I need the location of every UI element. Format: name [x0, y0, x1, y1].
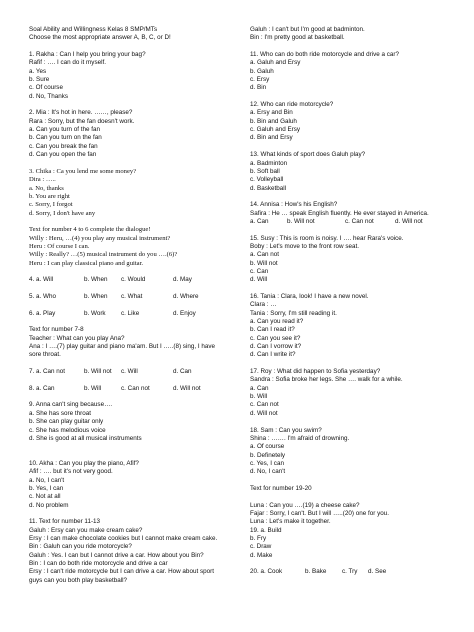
option: a. No, I can't [29, 476, 65, 484]
text-line: guys can you both play basketball? [29, 576, 128, 584]
option: d. She is good at all musical instruments [29, 434, 142, 442]
option: d. Will not [173, 384, 201, 392]
answer-row-7 [29, 368, 234, 376]
option: c. Ersy [250, 76, 270, 84]
option: a. Can you read it? [250, 318, 304, 326]
text-line: Bin : I'm pretty good at basketball. [250, 34, 345, 42]
question-line: Rafif : …. I can do it myself. [29, 59, 106, 67]
question-1 [29, 51, 234, 101]
text-line: Teacher : What can you play Ana? [29, 334, 125, 342]
text-11-13 [29, 518, 234, 585]
question-16 [250, 293, 458, 360]
question-3 [29, 168, 234, 218]
text-line: Luna : Let's make it together. [250, 518, 331, 526]
option: b. Will not [84, 368, 112, 376]
option: d. See [368, 568, 387, 576]
option: b. Soft ball [250, 167, 280, 175]
option: a. Galuh and Ersy [250, 59, 301, 67]
left-column [29, 26, 234, 585]
option: a. Of course [250, 443, 285, 451]
right-column [250, 26, 458, 577]
text-line: Galuh : Yes. I can but I cannot drive a car. How about you Bin? [29, 551, 204, 559]
option: d. Can I write it? [250, 351, 296, 359]
option: d. Sorry, I don't have any [29, 209, 96, 217]
option: a. Can [250, 384, 269, 392]
option: c. Would [121, 276, 146, 284]
option: a. Can not [250, 251, 280, 259]
option: d. No, I can't [250, 468, 286, 476]
option: c. Volleyball [250, 176, 284, 184]
option: c. Not at all [29, 493, 61, 501]
option: b. You are right [29, 192, 70, 200]
option: a. Badminton [250, 159, 288, 167]
option: d. Enjoy [173, 309, 196, 317]
text-line: Ersy : I can't ride motorcycle but I can drive a car. How about sport [29, 568, 214, 576]
question-line: Dira : ….. [29, 176, 56, 184]
option: d. Can I vorrow it? [250, 343, 302, 351]
text-line: Willy : Really? …(5) musical instrument do you ….(6)? [29, 251, 178, 259]
question-line: Sandra : Sofia broke her legs. She …. walk for a while. [250, 376, 403, 384]
option: d. Can [173, 368, 192, 376]
option: b. Definetely [250, 451, 286, 459]
option: d. Basketball [250, 184, 287, 192]
option: b. Yes, I can [29, 484, 64, 492]
question-13 [250, 151, 458, 193]
text-line: Galuh : I can't but I'm good at badminton. [250, 26, 365, 33]
question-15 [250, 235, 458, 285]
answer-row-4 [29, 276, 234, 284]
question-18 [250, 427, 458, 477]
text-line: Heru : Of course I can. [29, 242, 90, 250]
option: c. She has melodious voice [29, 426, 106, 434]
question-12 [250, 101, 458, 143]
answer-row-14 [250, 218, 458, 226]
question-line: 18. Sam : Can you swim? [250, 426, 322, 434]
option: c. Can not [345, 217, 374, 225]
question-line: Shina : ……. I'm afraid of drowning. [250, 434, 350, 442]
answer-row-5 [29, 293, 234, 301]
question-line: Clara : … [250, 301, 277, 309]
dialogue-19-20 [250, 502, 458, 527]
option: a. Yes [29, 67, 47, 75]
text-line: 11. Text for number 11-13 [29, 518, 101, 526]
option: b. Can you turn on the fan [29, 134, 102, 142]
question-line: Rara : Sorry, but the fan doesn't work. [29, 117, 135, 125]
question-line: 12. Who can ride motorcycle? [250, 101, 334, 109]
option: d. Will not [250, 409, 278, 417]
option: c. Can not [250, 401, 279, 409]
option: b. Will not [250, 259, 278, 267]
text-line: Heru : I can play classical piano and guitar. [29, 259, 144, 267]
question-line: 13. What kinds of sport does Galuh play? [250, 151, 366, 159]
option: b. Galuh [250, 67, 274, 75]
option: b. She can play guitar only [29, 418, 104, 426]
question-2 [29, 109, 234, 159]
option: 5. a. Who [29, 293, 56, 300]
option: b. Bake [305, 568, 327, 576]
option: d. Where [173, 293, 199, 300]
question-line: 16. Tania : Clara, look! I have a new novel. [250, 293, 369, 300]
option: b. Will not [287, 217, 315, 225]
option: b. Bin and Galuh [250, 117, 297, 125]
option: d. Can you open the fan [29, 151, 97, 159]
option: d. Will not [395, 217, 423, 225]
option: c. Draw [250, 543, 272, 551]
question-line: Safira : He … speak English fluently. He ever stayed in America. [250, 209, 429, 217]
option: 6. a. Play [29, 309, 56, 317]
option: d. Bin [250, 84, 267, 92]
option: b. Will [250, 393, 268, 401]
question-line: Boby : Let's move to the front row seat. [250, 242, 360, 250]
option: c. Try [342, 568, 358, 576]
question-line: 17. Roy : What did happen to Sofia yesterday? [250, 368, 381, 376]
answer-row-20 [250, 568, 458, 576]
option: b. Work [84, 309, 106, 317]
text-line: Fajar : Sorry, I can't. But I will …..(20) one for you. [250, 509, 389, 517]
text-line: Ersy : I can make chocolate cookies but I cannot make cream cake. [29, 534, 218, 542]
option: b. Can I read it? [250, 326, 295, 334]
text-7-8 [29, 326, 234, 359]
text-line: Willy : Heru, …(4) you play any musical instrument? [29, 234, 171, 242]
question-line: 3. Chika : Ca you lend me some money? [29, 167, 137, 175]
option: c. What [121, 293, 143, 300]
option: a. She has sore throat [29, 409, 91, 417]
question-line: Tania : Sorry, I'm still reading it. [250, 309, 337, 317]
question-17 [250, 368, 458, 418]
text-19-20-heading: Text for number 19-20 [250, 484, 312, 492]
text-line: Galuh : Ersy can you make cream cake? [29, 526, 143, 534]
option: b. Sure [29, 76, 50, 84]
text-line: Luna : Can you ….(19) a cheese cake? [250, 501, 360, 509]
option: c. Can [250, 267, 269, 275]
text-line: Bin : I can do both ride motorcycle and drive a car [29, 560, 168, 567]
text-line: sore throat. [29, 351, 61, 359]
answer-row-6 [29, 310, 234, 318]
question-line: 10. Akha : Can you play the piano, Afif? [29, 459, 139, 467]
text-line: Text for number 7-8 [29, 326, 84, 334]
option: b. When [84, 276, 108, 284]
option: 20. a. Cook [250, 568, 283, 576]
option: d. Make [250, 551, 273, 559]
question-line: 9. Anna can't sing because…. [29, 401, 113, 409]
text-line: Bin : Galuh can you ride motorcycle? [29, 543, 132, 551]
question-9 [29, 401, 234, 443]
option: c. Can you break the fan [29, 142, 98, 150]
option: 19. a. Build [250, 526, 282, 534]
option: a. Can you turn of the fan [29, 126, 101, 134]
option: b. When [84, 293, 108, 300]
worksheet-title: Soal Ability and Willingness Kelas 8 SMP/MTs [29, 26, 158, 33]
option: 4. a. Will [29, 276, 54, 284]
option: c. Galuh and Ersy [250, 126, 301, 134]
option: c. Sorry, I forgot [29, 201, 73, 209]
option: d. May [173, 276, 192, 284]
question-10 [29, 460, 234, 510]
option: 8. a. Can [29, 384, 55, 392]
question-11 [250, 51, 458, 93]
question-line: 11. Who can do both ride motorcycle and drive a car? [250, 51, 399, 59]
option: d. Will [250, 276, 268, 284]
question-line: 1. Rakha : Can I help you bring your bag? [29, 51, 146, 59]
option: d. Bin and Ersy [250, 134, 293, 142]
question-line: 15. Susy : This is room is noisy. I …. hear Rara's voice. [250, 234, 404, 242]
option: c. Of course [29, 84, 63, 92]
option: b. Fry [250, 534, 267, 542]
option: d. No, Thanks [29, 92, 69, 100]
option: a. Ersy and Bin [250, 109, 293, 117]
option: a. Can [250, 217, 269, 225]
question-line: 2. Mia : It's hot in here. ……, please? [29, 109, 133, 117]
text-line: Text for number 4 to 6 complete the dialogue! [29, 226, 151, 234]
option: d. No problem [29, 501, 69, 509]
text-4-6 [29, 226, 234, 268]
question-line: Afif : …. but it's not very good. [29, 468, 113, 476]
option: 7. a. Can not [29, 368, 66, 376]
question-line: 14. Annisa : How's his English? [250, 201, 338, 209]
option: c. Like [121, 309, 140, 317]
question-14 [250, 201, 458, 226]
option: b. Will [84, 384, 102, 392]
option: c. Will [121, 368, 138, 376]
question-19 [250, 527, 458, 560]
option: c. Can you see it? [250, 334, 301, 342]
option: c. Yes, I can [250, 459, 284, 467]
option: a. No, thanks [29, 184, 64, 192]
answer-row-8 [29, 385, 234, 393]
instructions: Choose the most appropriate answer A, B, C, or D! [29, 34, 171, 42]
text-line: Ana : I ….(7) play guitar and piano ma'am. But I …..(8) sing, I have [29, 343, 215, 351]
option: c. Can not [121, 384, 150, 392]
